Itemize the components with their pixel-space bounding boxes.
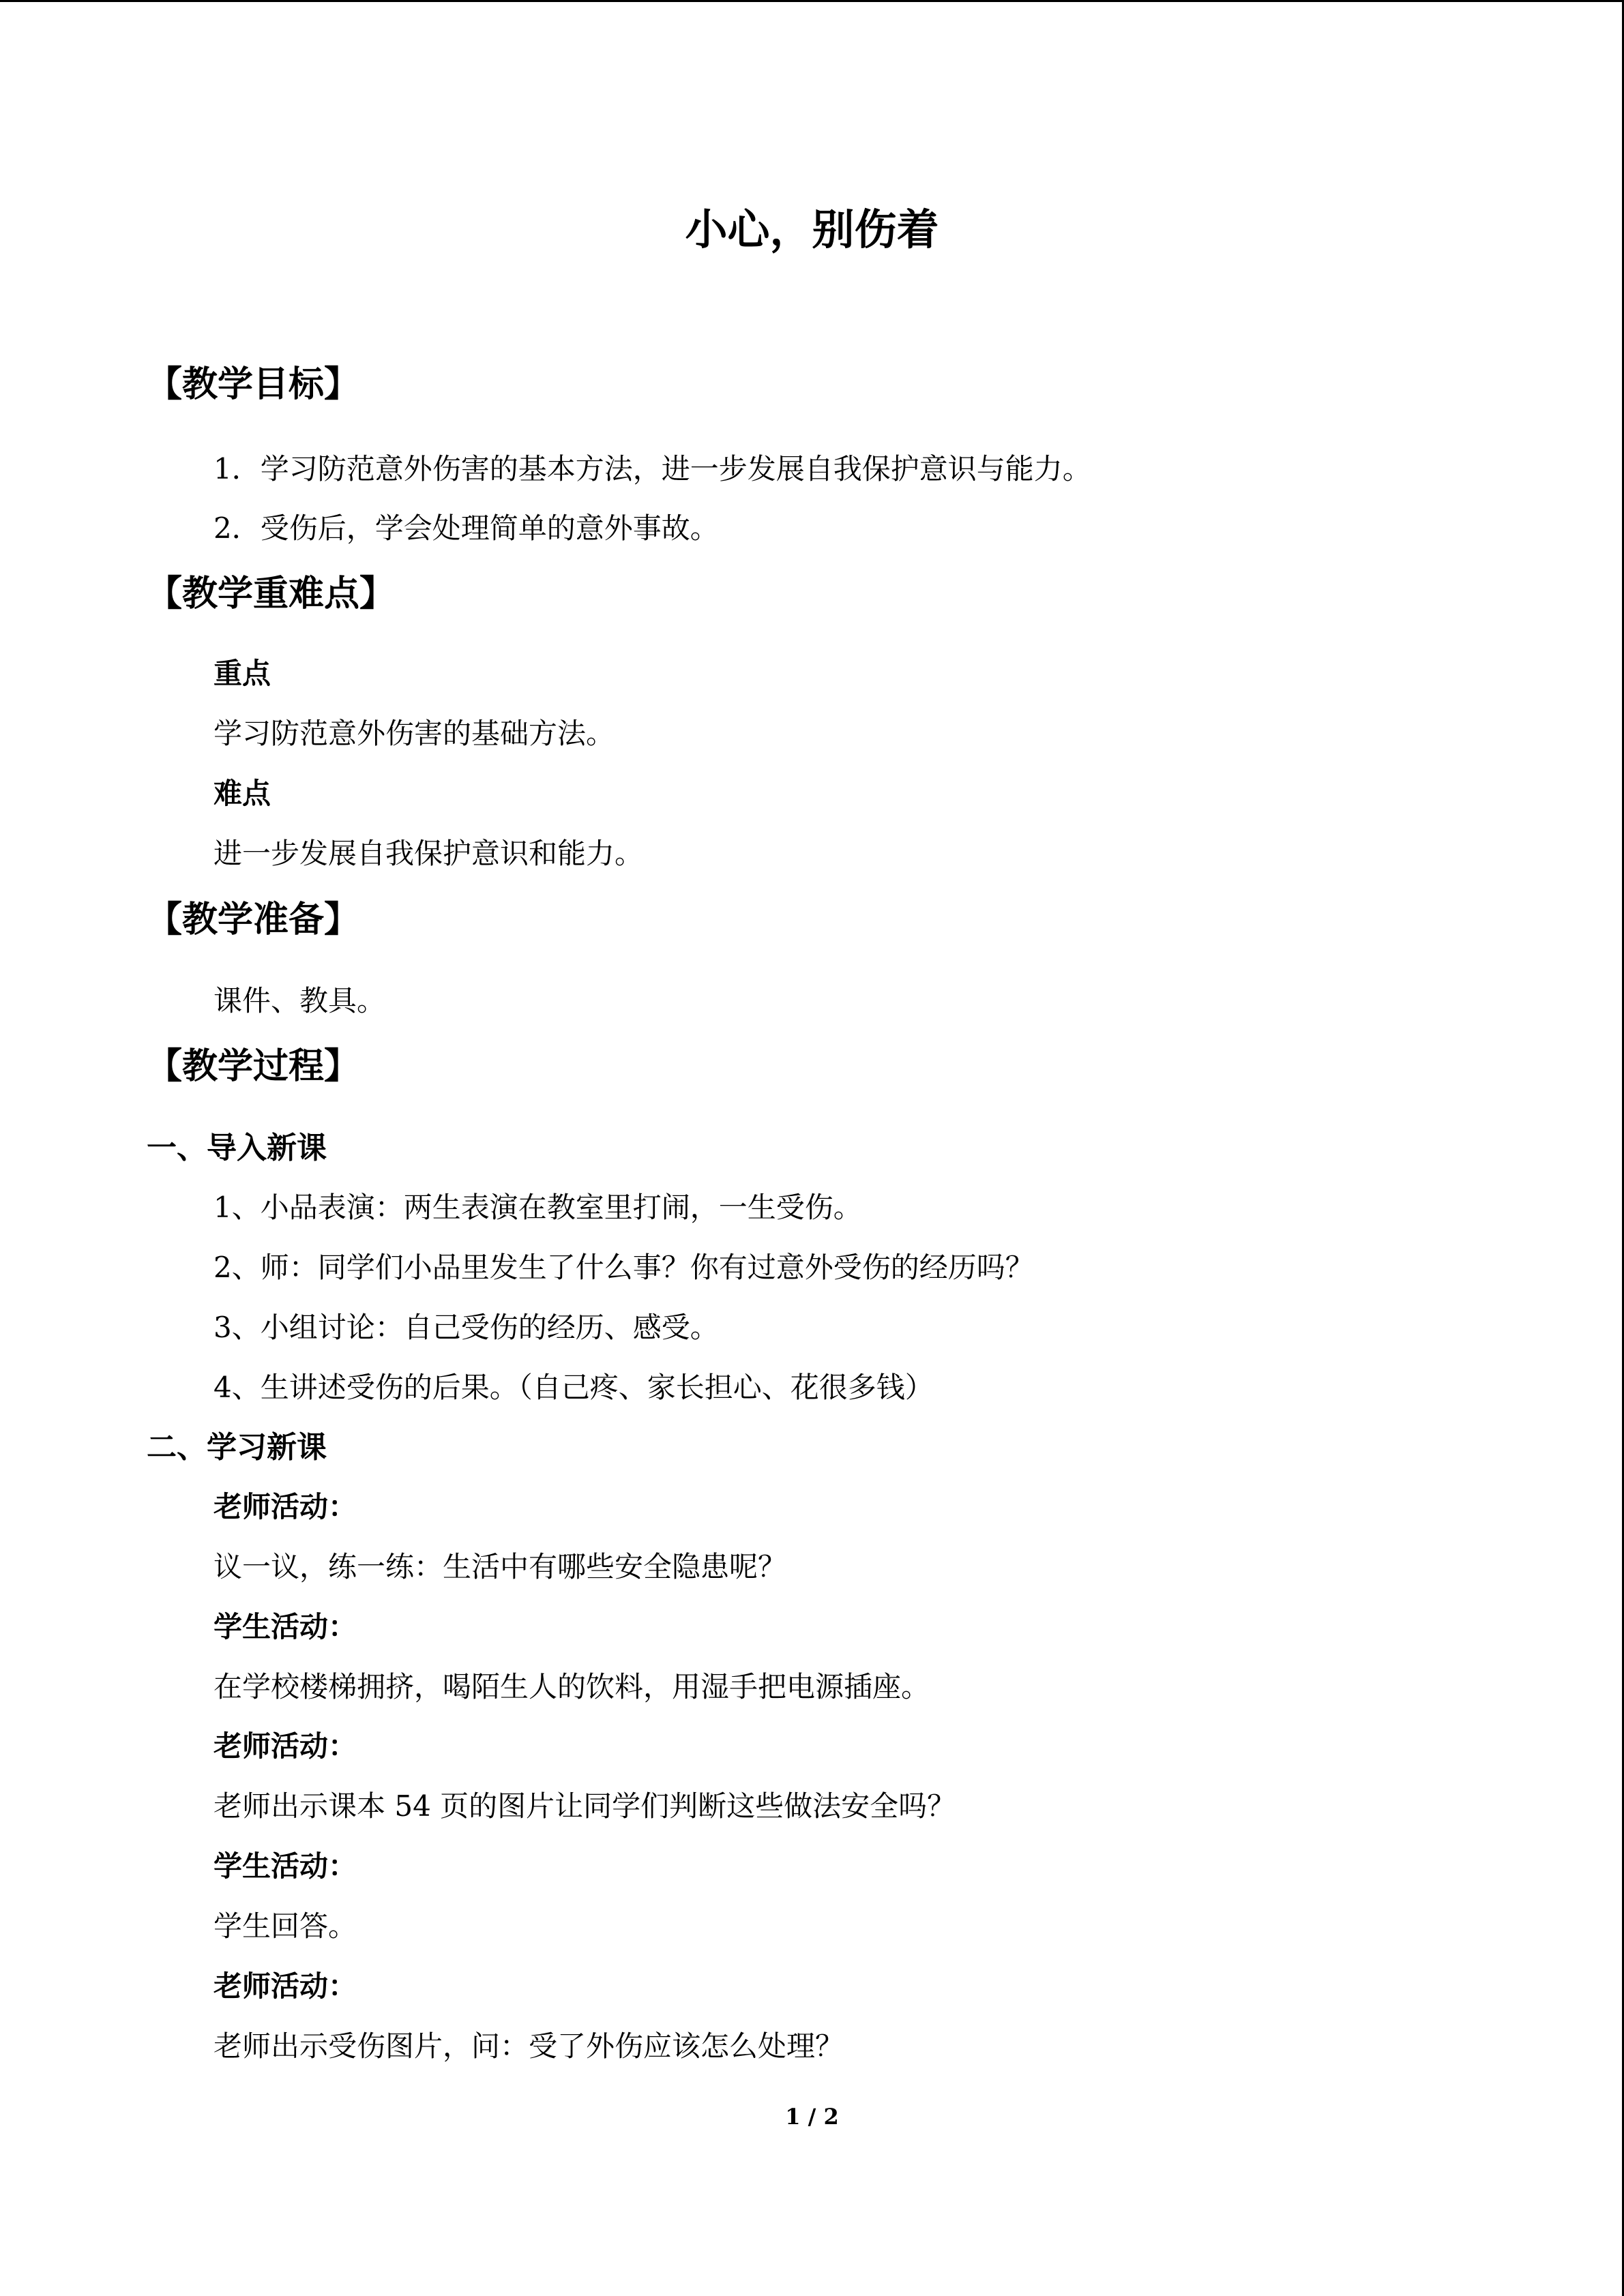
activity-text: 在学校楼梯拥挤，喝陌生人的饮料，用湿手把电源插座。 — [213, 1670, 930, 1703]
preparation-heading: 【教学准备】 — [147, 899, 360, 940]
focus-text: 学习防范意外伤害的基础方法。 — [213, 717, 615, 750]
teacher-activity-label: 老师活动： — [213, 1729, 357, 1763]
activity-text: 议一议，练一练：生活中有哪些安全隐患呢？ — [213, 1550, 787, 1583]
student-activity-label: 学生活动： — [213, 1610, 357, 1643]
part1-item-4: 4、生讲述受伤的后果。（自己疼、家长担心、花很多钱） — [213, 1371, 934, 1404]
part1-heading: 一、导入新课 — [147, 1131, 327, 1165]
part1-item-1: 1、小品表演：两生表演在教室里打闹，一生受伤。 — [213, 1191, 862, 1224]
focus-label: 重点 — [213, 657, 271, 690]
activity-text: 学生回答。 — [213, 1909, 357, 1943]
key-points-heading: 【教学重难点】 — [147, 573, 396, 614]
part2-heading: 二、学习新课 — [147, 1430, 327, 1465]
preparation-text: 课件、教具。 — [213, 984, 386, 1017]
part1-item-3: 3、小组讨论：自己受伤的经历、感受。 — [213, 1311, 719, 1344]
objective-item-1: 1．学习防范意外伤害的基本方法，进一步发展自我保护意识与能力。 — [213, 452, 1091, 486]
page-number: 1 / 2 — [785, 2104, 839, 2130]
activity-text: 老师出示受伤图片，问：受了外伤应该怎么处理？ — [213, 2029, 844, 2063]
teacher-activity-label: 老师活动： — [213, 1969, 357, 2003]
difficulty-text: 进一步发展自我保护意识和能力。 — [213, 837, 644, 870]
process-heading: 【教学过程】 — [147, 1046, 360, 1087]
objective-item-2: 2．受伤后，学会处理简单的意外事故。 — [213, 511, 719, 545]
document-title: 小心，别伤着 — [685, 205, 939, 254]
teacher-activity-label: 老师活动： — [213, 1490, 357, 1523]
student-activity-label: 学生活动： — [213, 1849, 357, 1883]
difficulty-label: 难点 — [213, 777, 271, 810]
part1-item-2: 2、师：同学们小品里发生了什么事？你有过意外受伤的经历吗？ — [213, 1251, 1034, 1284]
page-top-border — [0, 0, 1624, 2]
objectives-heading: 【教学目标】 — [147, 364, 360, 405]
activity-text: 老师出示课本 54 页的图片让同学们判断这些做法安全吗？ — [213, 1789, 956, 1823]
